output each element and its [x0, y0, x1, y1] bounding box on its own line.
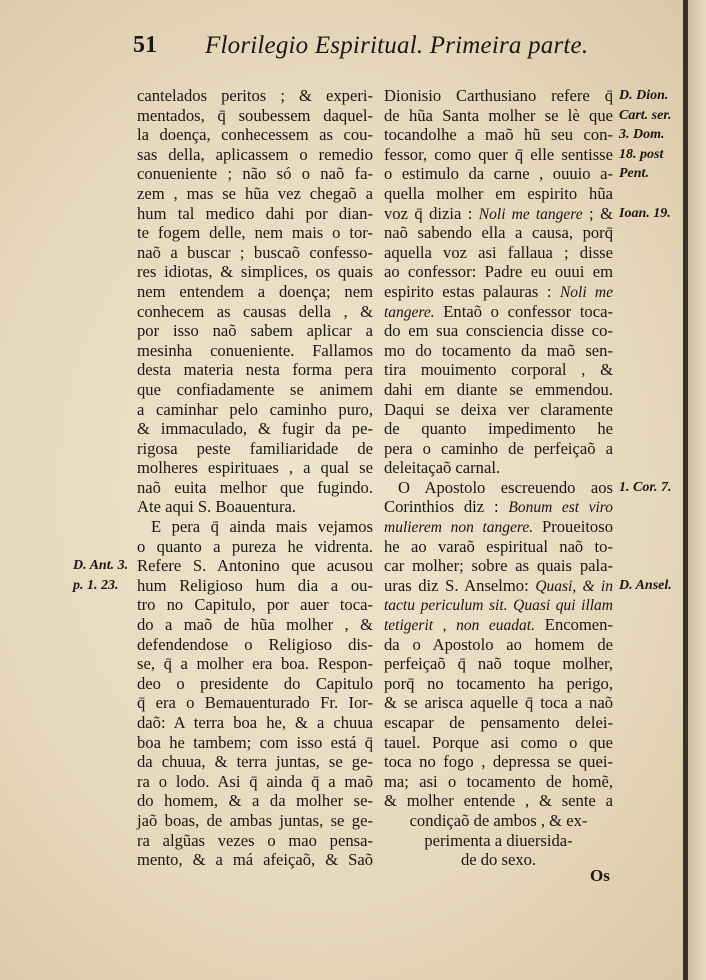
marginal-citation: D. Dion. [619, 88, 669, 103]
text-line [384, 105, 672, 126]
text-line [384, 380, 613, 400]
page-header [130, 28, 690, 68]
text-segment: rigosa peste familiaridade de [137, 438, 373, 458]
text-line [384, 635, 613, 655]
marginal-citation: Pent. [619, 166, 649, 182]
text-segment: que confiadamente se animem [137, 379, 373, 399]
text-line [137, 772, 373, 792]
text-line [384, 419, 613, 439]
text-segment: Daqui se deixa ver claramente [384, 399, 613, 419]
marginal-citation: p. 1. 23. [73, 577, 119, 593]
text-segment: E pera q̄ ainda mais vejamos [151, 517, 373, 537]
text-segment: sas della, aplicassem o remedio [137, 144, 373, 164]
text-segment: fessor, como quer q̄ elle sentisse [384, 144, 613, 164]
text-segment: & se arisca aquelle q̄ toca a naõ [384, 693, 613, 713]
text-line [137, 262, 373, 282]
text-segment: deleitaçaõ carnal. [384, 458, 501, 478]
text-segment: res idiotas, & simplices, os quais [137, 262, 373, 282]
text-line [137, 321, 373, 341]
text-segment: & immaculado, & fugir da pe- [137, 419, 373, 439]
text-line [384, 477, 672, 498]
text-line [137, 850, 373, 870]
text-line [384, 262, 613, 282]
text-line [137, 693, 373, 713]
latin-quotation: tangere. [384, 303, 435, 321]
text-line [137, 439, 373, 459]
text-segment: hum Religioso hum dia a ou- [137, 575, 373, 595]
text-segment: conhecem as causas della , & [137, 301, 373, 321]
text-line [137, 674, 373, 694]
text-line [384, 615, 613, 635]
text-line [137, 302, 373, 322]
text-segment: escapar de pensamento delei- [384, 713, 613, 732]
text-line [384, 360, 613, 380]
text-line [137, 517, 373, 537]
latin-quotation: tactu periculum sit. Quasi qui illam [384, 597, 613, 615]
latin-quotation: tetigerit , non euadat. [384, 617, 535, 635]
text-segment: se, q̄ a molher era boa. Respon- [137, 654, 373, 674]
text-segment: molheres espirituaes , a qual se [137, 458, 373, 478]
text-line [137, 595, 373, 615]
text-line [137, 125, 373, 145]
text-line [384, 144, 664, 165]
text-segment: o estimulo da carne , ouuio a- [384, 164, 613, 184]
text-line [384, 458, 613, 478]
text-segment: Refere S. Antonino que acusou [137, 556, 373, 576]
text-segment: tauel. Porque asi como o que [384, 732, 613, 752]
text-line [137, 831, 373, 851]
text-line [137, 360, 373, 380]
text-segment: de quanto impedimento he [384, 419, 613, 439]
text-line [384, 243, 613, 263]
text-line [384, 556, 613, 576]
text-line [137, 478, 373, 498]
catchword: Os [590, 866, 610, 885]
text-segment: deo o presidente do Capitulo [137, 673, 373, 693]
text-line [384, 674, 613, 694]
text-line [384, 850, 613, 870]
text-segment: Corinthios diz : [384, 497, 509, 517]
text-line [384, 341, 613, 361]
text-segment: & molher entende , & sente a [384, 791, 613, 811]
text-segment: por isso naõ sabem aplicar a [137, 321, 373, 341]
text-segment: mo do tocamento da maõ sen- [384, 340, 613, 360]
text-segment: ra o lodo. Asi q̄ ainda q̄ a maõ [137, 771, 373, 791]
text-segment: mentados, q̄ soubessem daquel- [137, 105, 373, 125]
text-segment: Ate aqui S. Boauentura. [137, 497, 296, 517]
text-segment: Proueitoso [533, 517, 613, 537]
text-segment: tocandolhe a maõ hũ seu con- [384, 125, 613, 145]
text-line [384, 164, 649, 184]
text-segment: naõ sabendo ella a causa, porq̄ [384, 223, 613, 243]
text-segment: defendendose o Religioso dis- [137, 634, 373, 654]
marginal-citation: 18. post [619, 146, 664, 162]
text-line [384, 831, 613, 851]
text-segment: aquella voz asi fallaua ; disse [384, 242, 613, 262]
text-line [384, 282, 613, 302]
text-line [384, 693, 613, 713]
text-segment: jaõ boas, de ambas juntas, se ge- [137, 810, 373, 830]
text-segment: espirito estas palauras : [384, 281, 560, 301]
latin-quotation: mulierem non tangere. [384, 519, 534, 537]
left-text-column [73, 86, 373, 870]
marginal-citation: 3. Dom. [619, 127, 665, 143]
text-line [384, 791, 613, 811]
text-line [384, 575, 672, 596]
latin-quotation: Noli me tangere [478, 205, 583, 223]
text-segment: q̄ era o Bemauenturado Fr. Ior- [137, 693, 373, 713]
text-segment: car molher; sobre as quais pala- [384, 556, 613, 576]
text-line [384, 125, 665, 145]
text-line [384, 811, 613, 831]
text-line [137, 733, 373, 753]
text-segment: naõ a buscar ; buscaõ confesso- [137, 242, 373, 262]
text-segment: do homem, & a da molher se- [137, 791, 373, 811]
right-text-column [384, 86, 672, 870]
text-line [384, 439, 613, 459]
text-line [384, 223, 613, 243]
text-segment: mento, & a má afeiçaõ, & Saõ [137, 850, 373, 870]
text-line [137, 497, 373, 517]
text-segment: Entaõ o confessor toca- [434, 301, 613, 321]
text-line [137, 145, 373, 165]
latin-quotation: Quasi, & in [535, 577, 613, 595]
text-segment: ma; asi o tocamento de homẽ, [384, 771, 613, 791]
text-segment: tira mouimento corporal , & [384, 360, 613, 380]
text-segment: do em sua consciencia disse co- [384, 321, 613, 341]
text-line [137, 184, 373, 204]
text-line [137, 86, 373, 106]
text-line [384, 595, 613, 615]
text-line [137, 341, 373, 361]
text-line [384, 86, 669, 106]
text-segment: perimenta a diuersida- [424, 830, 573, 850]
text-segment: voz q̄ dizia : [384, 203, 479, 223]
text-segment: pera o caminho de perfeiçaõ a [384, 438, 613, 458]
text-line [384, 517, 613, 537]
text-line [137, 615, 373, 635]
running-title: Florilegio Espiritual. Primeira parte. [205, 32, 589, 59]
text-segment: cantelados peritos ; & experi- [137, 86, 373, 105]
text-segment: ra algũas vezes o mao pensa- [137, 830, 373, 850]
text-line [137, 106, 373, 126]
text-line [384, 537, 613, 557]
page-gutter-edge [683, 0, 688, 980]
text-segment: o quanto a pureza he vidrenta. [137, 536, 373, 556]
text-line [384, 302, 613, 322]
text-line [73, 556, 373, 576]
text-line [137, 204, 373, 224]
text-line [137, 243, 373, 263]
text-segment: de do sexo. [460, 850, 537, 870]
text-line [384, 321, 613, 341]
latin-quotation: Bonum est viro [508, 499, 613, 517]
marginal-citation: 1. Cor. 7. [619, 479, 672, 495]
page-number: 51 [133, 32, 157, 58]
marginal-citation: D. Ant. 3. [73, 558, 129, 574]
text-segment: de hũa Santa molher se lè que [384, 105, 613, 125]
text-line [137, 380, 373, 400]
text-line [137, 654, 373, 674]
text-segment: zem , mas se hũa vez chegaõ a [137, 183, 373, 203]
text-line [384, 203, 671, 224]
text-segment: porq̄ no tocamento ha perigo, [384, 673, 613, 693]
text-segment: Encomen- [534, 615, 613, 635]
text-segment: uras diz S. Anselmo: [384, 575, 536, 595]
text-line [137, 537, 373, 557]
text-line [384, 400, 613, 420]
text-segment: boa he tambem; com isso está q̄ [137, 732, 373, 752]
text-line [137, 400, 373, 420]
text-line [137, 811, 373, 831]
text-line [384, 654, 613, 674]
text-line [73, 575, 373, 596]
text-segment: desta materia nesta forma pera [137, 360, 373, 380]
text-segment: condiçaõ de ambos , & ex- [409, 810, 588, 830]
text-line [384, 713, 613, 733]
text-segment: ao confessor: Padre eu ouui em [384, 262, 613, 282]
text-segment: la doença, conhecessem as cou- [137, 125, 373, 145]
text-segment: te fogem delle, nem mais o tor- [137, 223, 373, 243]
text-segment: dahi em diante se emmendou. [384, 379, 613, 399]
text-line [137, 635, 373, 655]
text-segment: quella molher em espirito hũa [384, 183, 613, 203]
text-segment: do a maõ de hũa molher , & [137, 615, 373, 635]
marginal-citation: Cart. ser. [619, 107, 672, 123]
text-segment: tro no Capitulo, por auer toca- [137, 595, 373, 615]
text-segment: he ao varaõ espiritual naõ to- [384, 536, 613, 556]
text-line [384, 733, 613, 753]
text-line [384, 752, 613, 772]
text-line [137, 791, 373, 811]
text-segment: daõ: A terra boa he, & a chuua [137, 713, 373, 732]
latin-quotation: Noli me [559, 283, 613, 301]
text-line [384, 497, 613, 517]
text-line [137, 282, 373, 302]
text-segment: da chuua, & terra juntas, se ge- [137, 752, 373, 772]
text-line [137, 752, 373, 772]
text-line [137, 713, 373, 733]
text-line [384, 772, 613, 792]
text-segment: O Apostolo escreuendo aos [398, 477, 613, 497]
text-segment: nem entendem a doença; nem [137, 281, 373, 301]
text-line [384, 184, 613, 204]
marginal-citation: D. Ansel. [619, 577, 672, 593]
text-segment: naõ euita melhor que fugindo. [137, 477, 373, 497]
text-segment: conueniente ; não só o naõ fa- [137, 164, 373, 184]
text-line [137, 419, 373, 439]
text-line [137, 458, 373, 478]
marginal-citation: Ioan. 19. [619, 205, 671, 221]
text-segment: a caminhar pelo caminho puro, [137, 399, 373, 419]
text-segment: toca no fogo , depressa se quei- [384, 752, 613, 772]
text-segment: hum tal medico dahi por dian- [137, 203, 373, 223]
text-segment: ; & [582, 203, 613, 223]
text-segment: Dionisio Carthusiano refere q̄ [384, 86, 613, 105]
next-page-edge [688, 0, 706, 980]
text-segment: perfeiçaõ q̄ naõ toque molher, [384, 654, 613, 674]
text-segment: da o Apostolo ao homem de [384, 634, 613, 654]
text-segment: mesinha conueniente. Fallamos [137, 340, 373, 360]
text-line [137, 223, 373, 243]
text-line [137, 164, 373, 184]
